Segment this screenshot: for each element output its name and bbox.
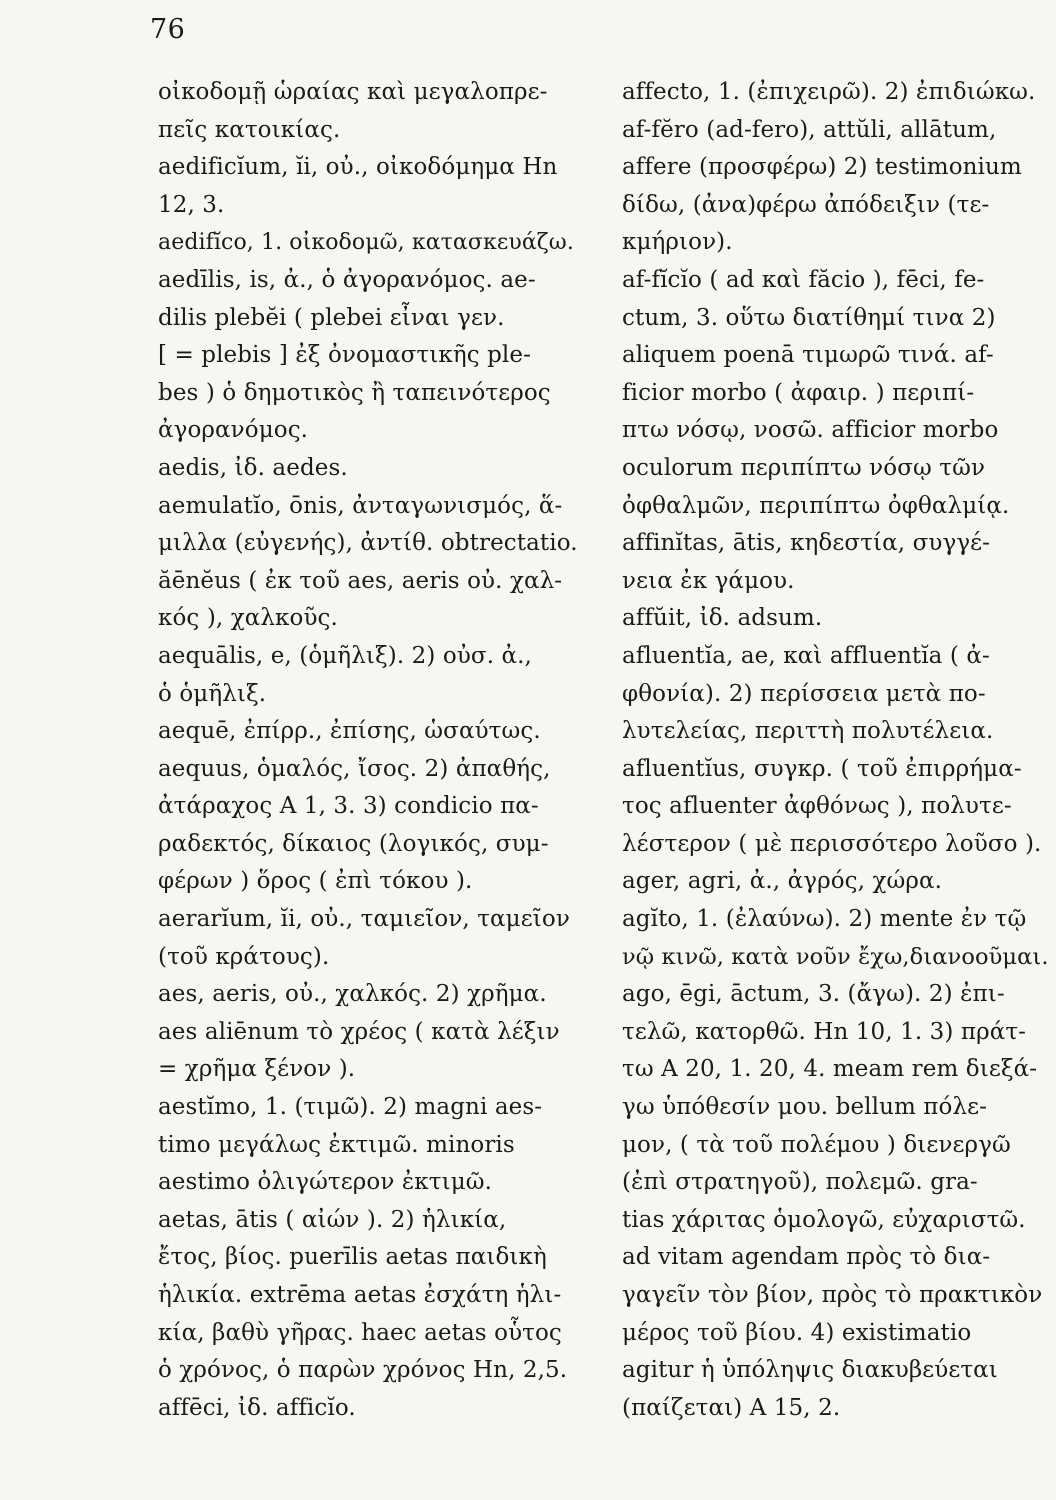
dictionary-line: (ἐπὶ στρατηγοῦ), πολεμῶ. gra- (622, 1169, 978, 1196)
dictionary-line: timo μεγάλως ἐκτιμῶ. minoris (158, 1131, 515, 1158)
dictionary-line: ăēnĕus ( ἐκ τοῦ aes, aeris οὐ. χαλ- (158, 567, 563, 594)
dictionary-line: μον, ( τὰ τοῦ πολέμου ) διενεργῶ (622, 1131, 1011, 1158)
dictionary-line: tias χάριτας ὁμολογῶ, εὐχαριστῶ. (622, 1206, 1026, 1233)
dictionary-line: af-fĭcĭo ( ad καὶ făcio ), fēci, fe- (622, 266, 985, 293)
dictionary-line: κός ), χαλκοῦς. (158, 605, 338, 632)
dictionary-line: ὁ ὁμῆλιξ. (158, 680, 267, 707)
dictionary-line: affinĭtas, ātis, κηδεστία, συγγέ- (622, 530, 991, 557)
dictionary-line: πεῖς κατοικίας. (158, 116, 341, 143)
right-column (622, 74, 1056, 1427)
dictionary-line: νῷ κινῶ, κατὰ νοῦν ἔχω,διανοοῦμαι. (622, 943, 1049, 970)
dictionary-line: aerarĭum, ĭi, οὐ., ταμιεῖον, ταμεῖον (158, 906, 570, 933)
page-number: 76 (150, 14, 186, 45)
dictionary-line: φθονία). 2) περίσσεια μετὰ πο- (622, 680, 986, 707)
dictionary-line: οἰκοδομῇ ὡραίας καὶ μεγαλοπρε- (158, 79, 548, 105)
dictionary-line: ἔτος, βίος. puerīlis aetas παιδικὴ (158, 1244, 547, 1271)
dictionary-line: τος afluenter ἀφθόνως ), πολυτε- (622, 793, 1012, 820)
dictionary-line: μιλλα (εὐγενής), ἀντίθ. obtrectatio. (158, 530, 578, 557)
dictionary-line: 12, 3. (158, 191, 225, 218)
dictionary-line: aedīlis, is, ἀ., ὁ ἀγορανόμος. ae- (158, 266, 536, 293)
dictionary-line: aliquem poenā τιμωρῶ τινά. af- (622, 342, 994, 369)
dictionary-line: γω ὑπόθεσίν μου. bellum πόλε- (622, 1094, 988, 1121)
dictionary-line: (τοῦ κράτους). (158, 943, 330, 970)
dictionary-line: δίδω, (ἀνα)φέρω ἀπόδειξιν (τε- (622, 191, 990, 218)
dictionary-line: τω Α 20, 1. 20, 4. meam rem διεξά- (622, 1056, 1038, 1083)
dictionary-line: πτω νόσῳ, νοσῶ. afficior morbo (622, 417, 999, 444)
dictionary-line: λυτελείας, περιττὴ πολυτέλεια. (622, 718, 994, 745)
dictionary-line: φέρων ) ὅρος ( ἐπὶ τόκου ). (158, 868, 473, 895)
dictionary-line: κμήριον). (622, 229, 733, 256)
dictionary-line: aestĭmo, 1. (τιμῶ). 2) magni aes- (158, 1094, 543, 1121)
dictionary-line: aequus, ὁμαλός, ἴσος. 2) ἀπαθής, (158, 755, 551, 782)
dictionary-line: ἡλικία. extrēma aetas ἐσχάτη ἡλι- (158, 1282, 562, 1308)
dictionary-line: aes aliēnum τὸ χρέος ( κατὰ λέξιν (158, 1018, 560, 1045)
dictionary-line: afluentĭus, συγκρ. ( τοῦ ἐπιρρήμα- (622, 755, 1022, 782)
dictionary-line: ὁ χρόνος, ὁ παρὼν χρόνος Hn, 2,5. (158, 1357, 568, 1384)
dictionary-line: aequālis, e, (ὁμῆλιξ). 2) οὐσ. ἀ., (158, 642, 532, 669)
dictionary-line: γαγεῖν τὸν βίον, πρὸς τὸ πρακτικὸν (622, 1282, 1043, 1308)
dictionary-line: μέρος τοῦ βίου. 4) existimatio (622, 1319, 972, 1346)
dictionary-line: λέστερον ( μὲ περισσότερο λοῦσο ). (622, 830, 1042, 857)
dictionary-line: aedifĭco, 1. οἰκοδομῶ, κατασκευάζω. (158, 230, 574, 256)
dictionary-line: aes, aeris, οὐ., χαλκός. 2) χρῆμα. (158, 981, 547, 1008)
dictionary-line: agitur ἡ ὑπόληψις διακυβεύεται (622, 1357, 998, 1384)
dictionary-line: τελῶ, κατορθῶ. Hn 10, 1. 3) πράτ- (622, 1018, 1027, 1045)
dictionary-line: (παίζεται) Α 15, 2. (622, 1394, 841, 1421)
dictionary-line: ραδεκτός, δίκαιος (λογικός, συμ- (158, 830, 549, 857)
dictionary-line: affŭit, ἰδ. adsum. (622, 605, 823, 632)
dictionary-line: affere (προσφέρω) 2) testimonium (622, 154, 1022, 181)
dictionary-line: bes ) ὁ δημοτικὸς ἢ ταπεινότερος (158, 379, 551, 406)
dictionary-line: ὀφθαλμῶν, περιπίπτω ὀφθαλμίᾳ. (622, 492, 1010, 519)
dictionary-line: ago, ēgi, āctum, 3. (ἄγω). 2) ἐπι- (622, 981, 1005, 1008)
dictionary-line: ficior morbo ( ἀφαιρ. ) περιπί- (622, 379, 975, 406)
dictionary-line: aestimo ὀλιγώτερον ἐκτιμῶ. (158, 1169, 493, 1196)
dictionary-line: dilis plebĕi ( plebei εἶναι γεν. (158, 304, 505, 331)
dictionary-line: agĭto, 1. (ἐλαύνω). 2) mente ἐν τῷ (622, 906, 1027, 933)
dictionary-line: aetas, ātis ( αἰών ). 2) ἡλικία, (158, 1206, 507, 1233)
left-column (158, 74, 578, 1427)
dictionary-line: νεια ἐκ γάμου. (622, 567, 795, 594)
dictionary-line: = χρῆμα ξένον ). (158, 1056, 356, 1083)
dictionary-line: oculorum περιπίπτω νόσῳ τῶν (622, 454, 986, 481)
dictionary-line: ἀτάραχος Α 1, 3. 3) condicio πα- (158, 793, 539, 820)
dictionary-line: af-fĕro (ad-fero), attŭli, allātum, (622, 116, 997, 143)
dictionary-line: ctum, 3. οὕτω διατίθημί τινα 2) (622, 304, 996, 331)
dictionary-line: [ = plebis ] ἐξ ὀνομαστικῆς ple- (158, 342, 531, 369)
dictionary-line: aemulatĭo, ōnis, ἀνταγωνισμός, ἅ- (158, 492, 563, 519)
dictionary-line: ἀγορανόμος. (158, 417, 309, 444)
dictionary-line: κία, βαθὺ γῆρας. haec aetas οὗτος (158, 1319, 562, 1346)
dictionary-line: aedificĭum, ĭi, οὐ., οἰκοδόμημα Hn (158, 154, 558, 181)
dictionary-line: ad vitam agendam πρὸς τὸ δια- (622, 1244, 991, 1271)
dictionary-line: affecto, 1. (ἐπιχειρῶ). 2) ἐπιδιώκω. (622, 79, 1036, 105)
dictionary-line: ager, agri, ἀ., ἀγρός, χώρα. (622, 868, 943, 895)
dictionary-line: aedis, ἰδ. aedes. (158, 454, 348, 481)
dictionary-line: affēci, ἰδ. afficĭo. (158, 1394, 356, 1421)
dictionary-line: aequē, ἐπίρρ., ἐπίσης, ὡσαύτως. (158, 718, 541, 745)
dictionary-line: afluentĭa, ae, καὶ affluentĭa ( ἀ- (622, 642, 990, 669)
